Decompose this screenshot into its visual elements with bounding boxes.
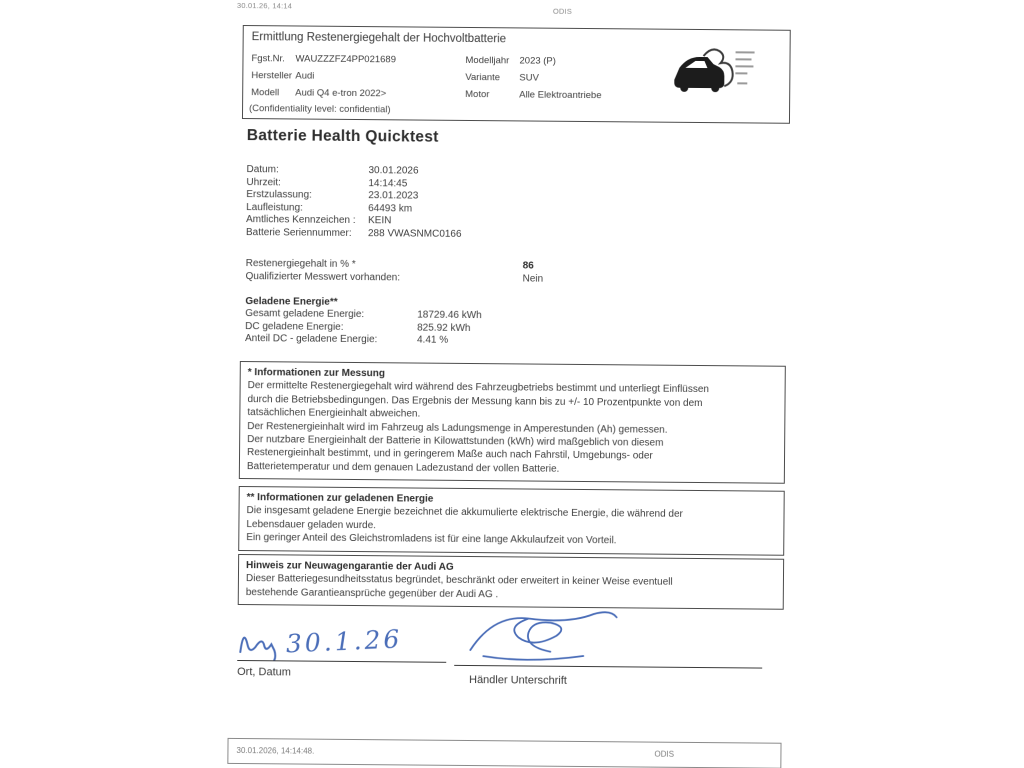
engine-label: Motor — [465, 88, 490, 101]
dc-share-value: 4.41 % — [416, 334, 449, 346]
info-line: tatsächlichen Energieinhalt abweichen. — [247, 407, 421, 420]
first-registration-value: 23.01.2023 — [368, 190, 419, 202]
dc-charged-value: 825.92 kWh — [417, 322, 471, 334]
result-section — [246, 258, 544, 286]
info-line: Ein geringer Anteil des Gleichstromladens ist für eine lange Akkulaufzeit von Vorteil. — [246, 532, 617, 547]
dc-charged-label: DC geladene Energie: — [245, 320, 344, 333]
ev-car-charging-icon — [671, 44, 758, 105]
measurement-info-box — [239, 361, 786, 484]
first-registration-label: Erstzulassung: — [246, 189, 312, 201]
info-line: Batterietemperatur und dem genauen Ladezustand der vollen Batterie. — [246, 460, 560, 475]
charged-energy-section — [245, 295, 482, 348]
engine-value: Alle Elektroantriebe — [519, 89, 602, 102]
total-charged-value: 18729.46 kWh — [417, 309, 482, 322]
vin-label: Fgst.Nr. — [251, 53, 285, 65]
battery-serial-label: Batterie Seriennummer: — [245, 227, 352, 239]
place-date-label: Ort, Datum — [237, 665, 291, 679]
handwritten-date-text: 30.1.26 — [285, 624, 403, 659]
info-line: Der nutzbare Energieinhalt der Batterie in Kilowattstunden (kWh) wird maßgeblich von diesem — [247, 434, 664, 449]
modelyear-label: Modelljahr — [465, 54, 510, 67]
model-label: Modell — [251, 87, 280, 99]
test-details — [246, 164, 462, 241]
handwritten-place-date — [234, 622, 424, 666]
info-line: Lebensdauer geladen wurde. — [246, 518, 377, 532]
scan-footer-box — [227, 738, 781, 768]
variant-label: Variante — [465, 71, 501, 84]
manufacturer-label: Hersteller — [251, 70, 293, 82]
battery-serial-value: 288 VWASNMC0166 — [367, 228, 462, 240]
modelyear-value: 2023 (P) — [519, 55, 556, 67]
qualified-measurement-label: Qualifizierter Messwert vorhanden: — [245, 270, 401, 283]
info-line: Dieser Batteriegesundheitsstatus begründet, beschränkt oder erweitert in keiner Weise eventuell — [245, 573, 673, 589]
date-value: 30.01.2026 — [368, 165, 419, 177]
scanned-document-page — [225, 0, 792, 768]
dc-share-label: Anteil DC - geladene Energie: — [244, 333, 378, 346]
confidentiality-note: (Confidentiality level: confidential) — [249, 103, 391, 116]
dealer-signature-scribble — [458, 608, 624, 669]
info-line: Der ermittelte Restenergiegehalt wird während des Fahrzeugbetriebs bestimmt und unterliegt Einflüssen — [247, 380, 710, 396]
qualified-measurement-value: Nein — [522, 273, 544, 285]
info-line: durch die Betriebsbedingungen. Das Ergebnis der Messung kann bis zu +/- 10 Prozentpunkte von dem — [247, 393, 703, 409]
vehicle-box-title: Ermittlung Restenergiegehalt der Hochvoltbatterie — [251, 31, 507, 46]
info-box-title: Hinweis zur Neuwagengarantie der Audi AG — [246, 560, 454, 573]
total-charged-label: Gesamt geladene Energie: — [245, 308, 365, 321]
time-value: 14:14:45 — [368, 177, 408, 190]
mileage-value: 64493 km — [368, 202, 413, 215]
print-timestamp: 30.01.26, 14:14 — [236, 0, 293, 11]
license-plate-label: Amtliches Kennzeichen : — [246, 214, 356, 227]
vin-value: WAUZZZFZ4PP021689 — [295, 53, 397, 66]
dealer-signature-label: Händler Unterschrift — [469, 674, 567, 687]
date-label: Datum: — [246, 164, 279, 176]
charged-energy-heading: Geladene Energie** — [245, 296, 338, 308]
info-line: bestehende Garantieansprüche gegenüber der Audi AG . — [245, 586, 499, 601]
manufacturer-value: Audi — [295, 70, 315, 82]
info-box-title: ** Informationen zur geladenen Energie — [246, 492, 434, 505]
footer-timestamp: 30.01.2026, 14:14:48. — [236, 745, 315, 756]
info-line: Restenergieinhalt bestimmt, und in geringerem Maße auch nach Fahrstil, Umgebungs- oder — [246, 447, 653, 463]
page-title: Batterie Health Quicktest — [246, 127, 439, 146]
residual-energy-label: Restenergiegehalt in % * — [245, 258, 356, 271]
warranty-note-box — [238, 554, 784, 610]
print-source-label: ODIS — [552, 6, 573, 16]
variant-value: SUV — [519, 72, 539, 84]
info-box-title: * Informationen zur Messung — [247, 367, 386, 380]
energy-row — [245, 333, 482, 348]
time-label: Uhrzeit: — [246, 176, 281, 188]
info-line: Die insgesamt geladene Energie bezeichnet die akkumulierte elektrische Energie, die während der — [246, 505, 683, 521]
footer-source-label: ODIS — [654, 749, 675, 759]
mileage-label: Laufleistung: — [246, 201, 303, 214]
info-line: Der Restenergieinhalt wird im Fahrzeug als Ladungsmenge in Amperestunden (Ah) gemessen. — [247, 420, 668, 436]
residual-energy-value: 86 — [522, 260, 534, 272]
vehicle-info-box — [242, 25, 791, 124]
model-value: Audi Q4 e-tron 2022> — [295, 87, 387, 100]
detail-row — [246, 227, 462, 241]
license-plate-value: KEIN — [368, 215, 392, 227]
charged-energy-info-box — [238, 486, 785, 555]
result-row — [246, 271, 544, 286]
